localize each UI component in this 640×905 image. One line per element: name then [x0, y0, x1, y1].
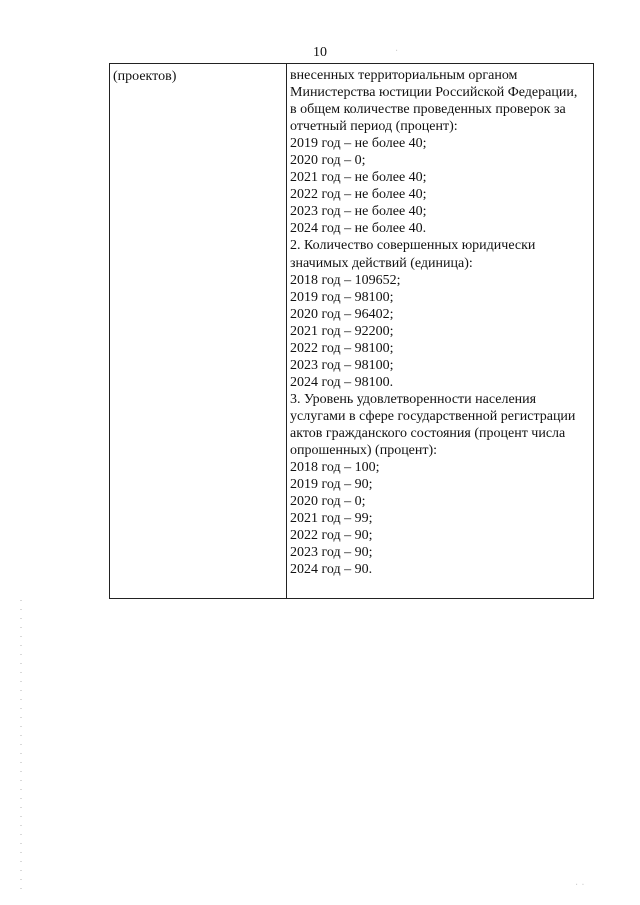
right-cell-line: в общем количестве проведенных проверок за: [290, 102, 566, 118]
right-cell-line: отчетный период (процент):: [290, 119, 458, 135]
indicator-table: [109, 63, 594, 599]
right-cell-line: 2023 год – 90;: [290, 545, 373, 561]
right-cell-line: 2020 год – 96402;: [290, 306, 394, 322]
right-cell-line: актов гражданского состояния (процент числа: [290, 425, 566, 441]
scan-artifact-mark: ·: [395, 46, 399, 57]
right-cell-line: 2022 год – не более 40;: [290, 187, 427, 203]
right-cell-line: 2021 год – 92200;: [290, 323, 394, 339]
right-cell-line: 2020 год – 0;: [290, 494, 366, 510]
right-cell-line: 2021 год – не более 40;: [290, 170, 427, 186]
left-cell-text: (проектов): [113, 69, 177, 84]
right-cell-line: 2024 год – 98100.: [290, 374, 394, 390]
right-cell-line: 2024 год – 90.: [290, 562, 373, 578]
right-cell-line: 2024 год – не более 40.: [290, 221, 427, 237]
right-cell-line: 2023 год – не более 40;: [290, 204, 427, 220]
right-cell-line: услугами в сфере государственной регистрации: [290, 408, 576, 424]
right-cell-line: 2019 год – 98100;: [290, 289, 394, 305]
right-cell-line: 2020 год – 0;: [290, 153, 366, 169]
right-cell-line: 2018 год – 109652;: [290, 272, 401, 288]
table-cell-left: [110, 64, 287, 598]
right-cell-line: 2019 год – 90;: [290, 477, 373, 493]
right-cell-line: Министерства юстиции Российской Федерации,: [290, 85, 578, 101]
right-cell-line: внесенных территориальным органом: [290, 68, 518, 83]
right-cell-line: 2023 год – 98100;: [290, 357, 394, 373]
right-cell-line: 3. Уровень удовлетворенности населения: [290, 391, 537, 407]
scan-artifact-mark: · ·: [575, 880, 585, 891]
right-cell-line: 2021 год – 99;: [290, 511, 373, 527]
table-cell-right: [287, 64, 593, 598]
right-cell-line: 2018 год – 100;: [290, 460, 380, 476]
right-cell-line: 2. Количество совершенных юридически: [290, 238, 536, 254]
right-cell-line: значимых действий (единица):: [290, 255, 473, 271]
right-cell-line: опрошенных) (процент):: [290, 443, 438, 459]
right-cell-line: 2022 год – 90;: [290, 528, 373, 544]
right-cell-line: 2019 год – не более 40;: [290, 136, 427, 152]
scan-artifact-dots: [20, 600, 22, 890]
right-cell-line: 2022 год – 98100;: [290, 340, 394, 356]
page-number: 10: [313, 45, 327, 60]
